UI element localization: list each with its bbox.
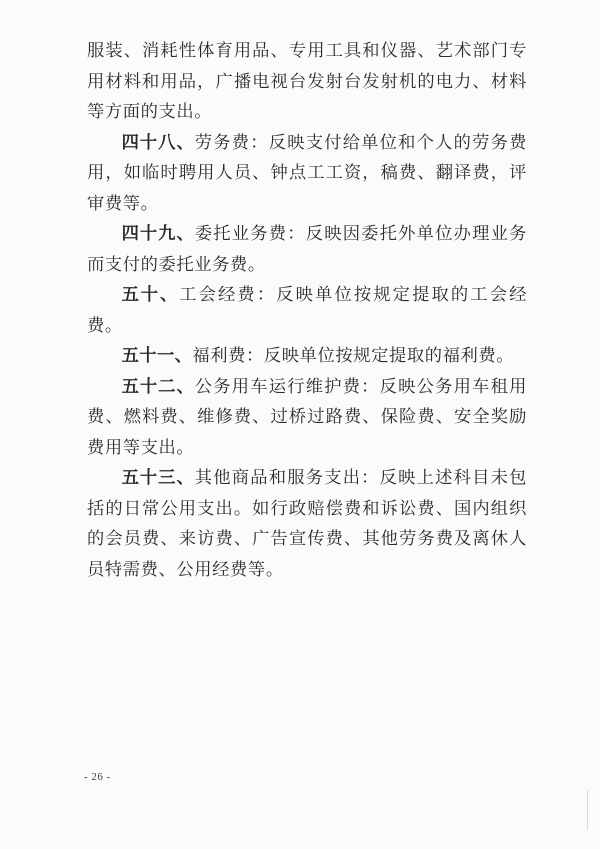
paragraph-item-49 <box>87 219 527 280</box>
paragraph-text: 工会经费：反映单位按规定提取的工会经费。 <box>87 285 527 336</box>
paragraph-item-53 <box>87 463 527 585</box>
paragraph-item-48 <box>87 128 527 220</box>
document-body <box>87 36 527 585</box>
paragraph-item-51 <box>87 341 527 372</box>
paragraph-text: 劳务费：反映支付给单位和个人的劳务费用，如临时聘用人员、钟点工工资，稿费、翻译费，评审费等。 <box>87 132 527 214</box>
scan-edge-mark <box>587 790 588 830</box>
paragraph-text: 公务用车运行维护费：反映公务用车租用费、燃料费、维修费、过桥过路费、保险费、安全奖励费用等支出。 <box>87 376 527 458</box>
item-number: 五十一、 <box>121 346 193 366</box>
paragraph-item-50 <box>87 280 527 341</box>
paragraph-text: 服装、消耗性体育用品、专用工具和仪器、艺术部门专用材料和用品，广播电视台发射台发射机的电力、材料等方面的支出。 <box>87 41 527 122</box>
paragraph-text: 委托业务费：反映因委托外单位办理业务而支付的委托业务费。 <box>87 224 527 275</box>
item-number: 五十、 <box>121 285 180 305</box>
item-number: 四十八、 <box>121 132 195 153</box>
paragraph-item-52 <box>87 372 527 464</box>
page-number: - 26 - <box>84 771 111 783</box>
item-number: 四十九、 <box>121 224 195 244</box>
paragraph-continued <box>87 36 527 128</box>
paragraph-text: 其他商品和服务支出：反映上述科目未包括的日常公用支出。如行政赔偿费和诉讼费、国内组织的会员费、来访费、广告宣传费、其他劳务费及离休人员特需费、公用经费等。 <box>87 468 527 580</box>
item-number: 五十三、 <box>121 468 195 488</box>
paragraph-text: 福利费：反映单位按规定提取的福利费。 <box>192 346 515 366</box>
item-number: 五十二、 <box>121 376 195 397</box>
